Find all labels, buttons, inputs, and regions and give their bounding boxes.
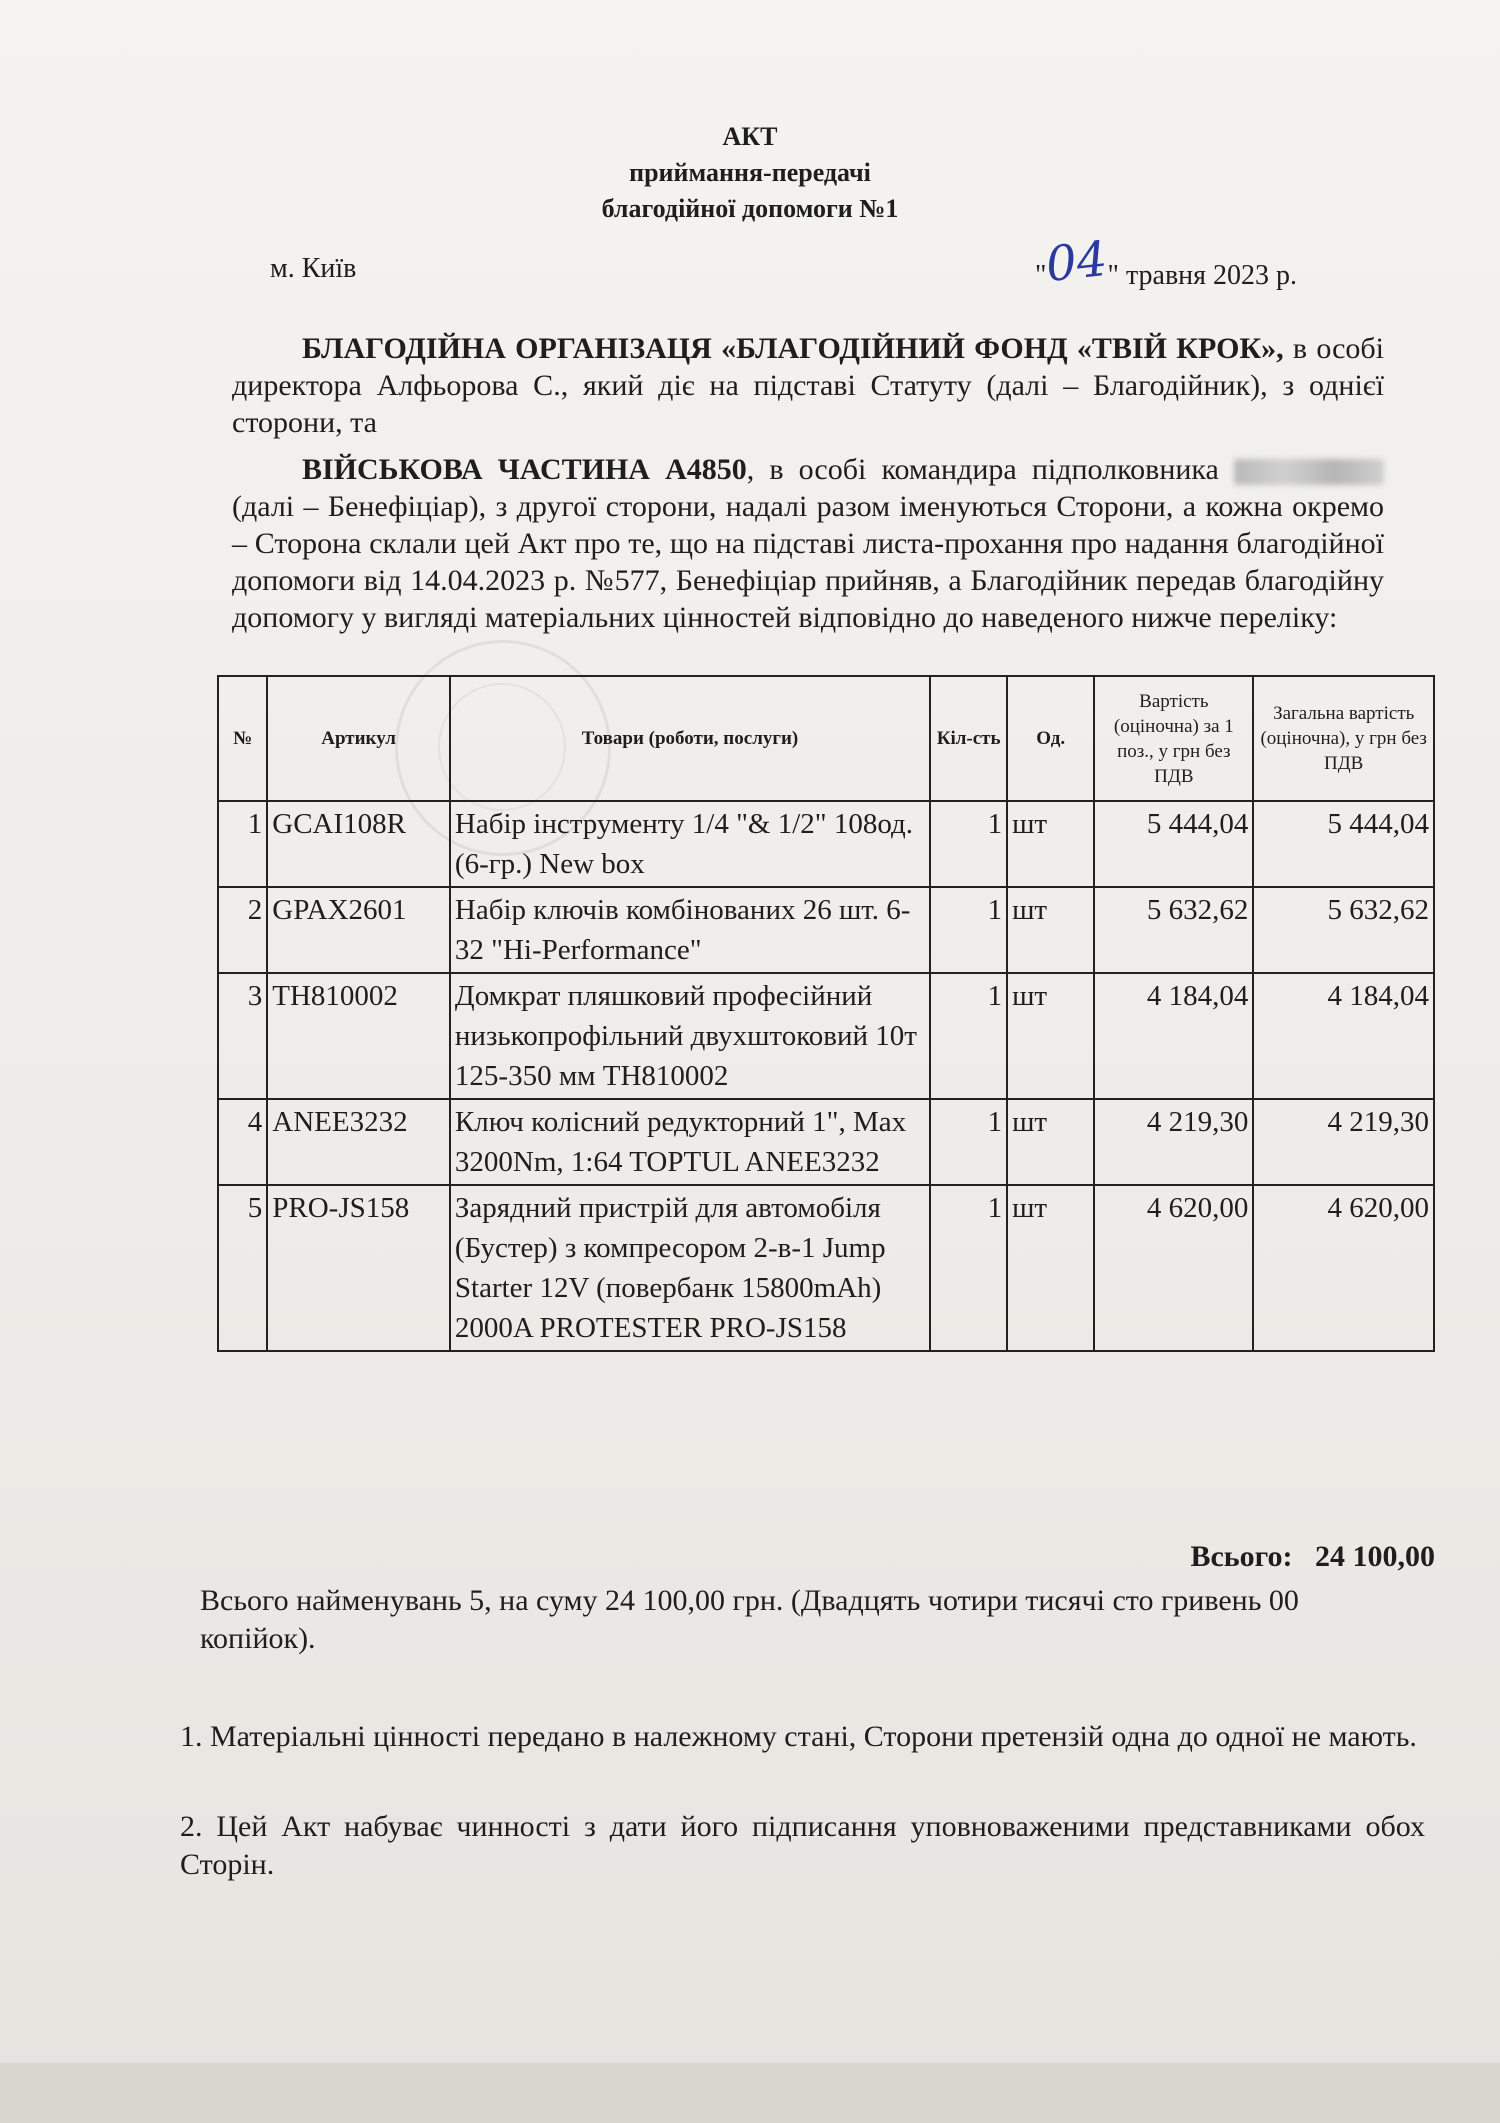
row-qty: 1: [930, 801, 1007, 887]
row-num: 1: [218, 801, 267, 887]
row-goods: Набір ключів комбінованих 26 шт. 6-32 "Hi-Performance": [450, 887, 930, 973]
row-article: PRO-JS158: [267, 1185, 450, 1351]
act-subtitle: приймання-передачі: [629, 158, 871, 187]
row-num: 4: [218, 1099, 267, 1185]
total-value: 24 100,00: [1315, 1540, 1435, 1573]
party1-text: в особі директора Алфьорова С., який діє на підставі Статуту (далі – Благодійник), з однієї сторони, та: [232, 332, 1384, 439]
row-unit: шт: [1007, 887, 1094, 973]
row-num: 5: [218, 1185, 267, 1351]
row-goods: Набір інструменту 1/4 "& 1/2" 108од. (6-гр.) New box: [450, 801, 930, 887]
goods-table: [217, 675, 1435, 1352]
row-total: 5 632,62: [1253, 887, 1434, 973]
row-article: GPAX2601: [267, 887, 450, 973]
act-title: АКТ: [722, 122, 778, 151]
table-row: [218, 887, 1434, 973]
row-goods: Ключ колісний редукторний 1", Max 3200Nm, 1:64 TOPTUL ANEE3232: [450, 1099, 930, 1185]
date-rest: " травня 2023 р.: [1107, 260, 1298, 291]
row-qty: 1: [930, 1099, 1007, 1185]
grand-total: [1190, 1540, 1435, 1574]
row-unit: шт: [1007, 1185, 1094, 1351]
col-total: Загальна вартість (оціночна), у грн без ПДВ: [1253, 676, 1434, 801]
row-article: GCAI108R: [267, 801, 450, 887]
row-price: 4 620,00: [1094, 1185, 1253, 1351]
col-goods: Товари (роботи, послуги): [450, 676, 930, 801]
party2-text1: , в особі командира підполковника: [746, 453, 1234, 486]
table-row: [218, 973, 1434, 1099]
row-num: 3: [218, 973, 267, 1099]
date-open-quote: ": [1035, 260, 1047, 291]
row-goods: Зарядний пристрій для автомобіля (Бустер) з компресором 2-в-1 Jump Starter 12V (повербанк 15800mAh) 2000A PROTESTER PRO-JS158: [450, 1185, 930, 1351]
act-subtitle-2: благодійної допомоги №1: [601, 194, 899, 223]
row-unit: шт: [1007, 973, 1094, 1099]
row-goods: Домкрат пляшковий професійний низькопрофільний двухштоковий 10т 125-350 мм TH810002: [450, 973, 930, 1099]
row-total: 5 444,04: [1253, 801, 1434, 887]
date-day: 04: [1043, 230, 1111, 294]
row-unit: шт: [1007, 1099, 1094, 1185]
row-price: 4 184,04: [1094, 973, 1253, 1099]
row-num: 2: [218, 887, 267, 973]
party2-name: ВІЙСЬКОВА ЧАСТИНА А4850: [302, 453, 747, 486]
summary-text: Всього найменувань 5, на суму 24 100,00 грн. (Двадцять чотири тисячі сто гривень 00 копійок).: [200, 1584, 1299, 1655]
row-price: 5 632,62: [1094, 887, 1253, 973]
party1-paragraph: [232, 330, 1384, 441]
col-num: №: [218, 676, 267, 801]
row-total: 4 620,00: [1253, 1185, 1434, 1351]
row-qty: 1: [930, 887, 1007, 973]
row-total: 4 219,30: [1253, 1099, 1434, 1185]
row-total: 4 184,04: [1253, 973, 1434, 1099]
table-row: [218, 1099, 1434, 1185]
redacted-name: [1234, 459, 1384, 485]
clause-1: 1. Матеріальні цінності передано в належному стані, Сторони претензій одна до одної не мають.: [180, 1720, 1417, 1753]
place: м. Київ: [270, 253, 357, 284]
col-qty: Кіл-сть: [930, 676, 1007, 801]
table-header-row: [218, 676, 1434, 801]
row-qty: 1: [930, 973, 1007, 1099]
col-unit: Од.: [1007, 676, 1094, 801]
party1-name: БЛАГОДІЙНА ОРГАНІЗАЦЯ «БЛАГОДІЙНИЙ ФОНД «ТВІЙ КРОК»,: [302, 332, 1284, 365]
row-qty: 1: [930, 1185, 1007, 1351]
table-row: [218, 1185, 1434, 1351]
row-article: ANEE3232: [267, 1099, 450, 1185]
col-article: Артикул: [267, 676, 450, 801]
party2-text2: (далі – Бенефіціар), з другої сторони, надалі разом іменуються Сторони, а кожна окремо – Сторона склали цей Акт про те, що на підставі листа-прохання про надання благодійної допомоги від 14.04.2023 р. №577, Бенефіціар прийняв, а Благодійник передав благодійну допомогу у вигляді матеріальних цінностей відповідно до наведеного нижче переліку:: [232, 490, 1384, 634]
date: [1035, 230, 1298, 296]
total-label: Всього:: [1190, 1540, 1293, 1573]
party2-paragraph: [232, 451, 1384, 636]
row-article: TH810002: [267, 973, 450, 1099]
row-price: 4 219,30: [1094, 1099, 1253, 1185]
row-price: 5 444,04: [1094, 801, 1253, 887]
col-price: Вартість (оціночна) за 1 поз., у грн без ПДВ: [1094, 676, 1253, 801]
row-unit: шт: [1007, 801, 1094, 887]
clause-2: 2. Цей Акт набуває чинності з дати його підписання уповноваженими представниками обох Сторін.: [180, 1810, 1425, 1881]
table-row: [218, 801, 1434, 887]
